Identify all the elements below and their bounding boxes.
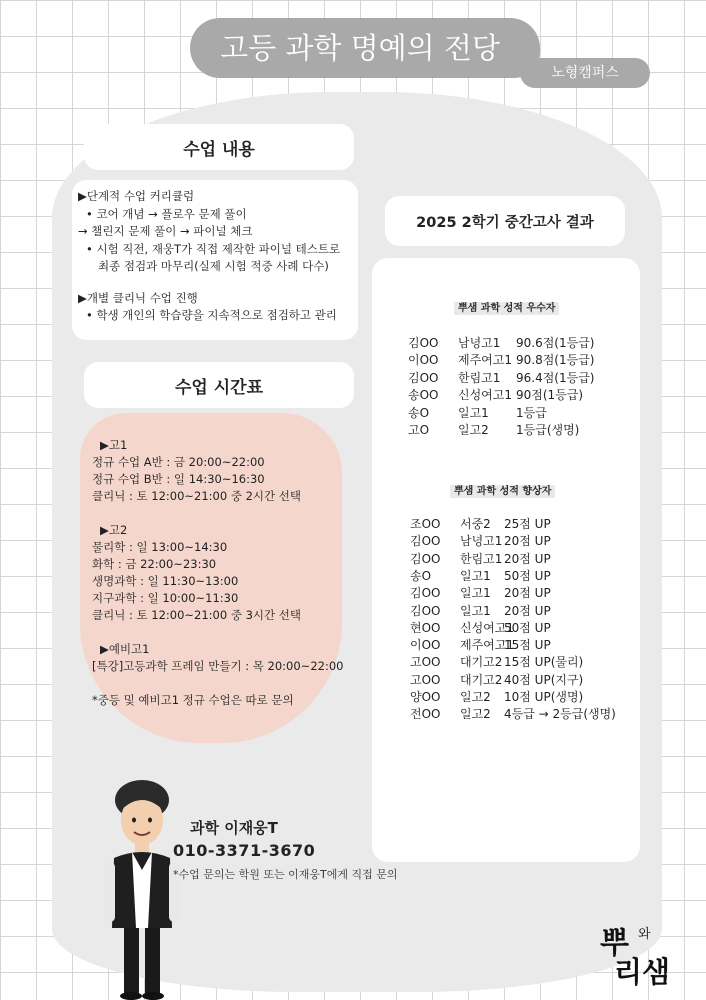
result-name: 고OO [410,672,441,687]
result-row [372,637,640,654]
result-row [372,568,640,585]
course-content-line: → 챌린지 문제 풀이 → 파이널 체크 [78,224,253,238]
result-name: 송O [408,405,430,420]
page-title: 고등 과학 명예의 전당 [220,31,500,65]
brand-logo [598,928,690,992]
result-name: 김OO [410,603,441,618]
result-row [372,551,640,568]
timetable-line: 정규 수업 B반 : 일 14:30~16:30 [92,472,265,486]
result-name: 이OO [410,638,441,653]
result-school: 신성여고1 [460,620,515,635]
result-name: 이OO [408,353,439,368]
top-scorers-title [454,296,559,315]
result-row [372,585,640,602]
result-name: 김OO [408,336,439,350]
logo-main-text: 뿌 [600,926,629,961]
course-content-line: • 코어 개념 → 플로우 문제 풀이 [86,206,247,221]
spacer [92,505,343,522]
result-row [372,352,640,369]
result-school: 일고2 [460,707,491,722]
timetable-group-label: ▶고1 [100,438,128,452]
result-result: 20점 UP [504,551,551,566]
result-row [372,387,640,404]
result-result: 90점(1등급) [516,388,584,403]
result-result: 20점 UP [504,586,551,601]
result-row [372,672,640,689]
result-row [372,706,640,723]
result-school: 신성여고1 [458,388,513,403]
course-content-line: 최종 점검과 마무리(실제 시험 적중 사례 다수) [98,259,329,273]
timetable-box [80,413,342,743]
result-school: 일고1 [458,405,489,420]
result-result: 1등급 [516,405,547,420]
result-name: 송OO [408,388,439,403]
result-row [372,533,640,550]
result-name: 전OO [410,707,441,722]
timetable-line: 물리학 : 일 13:00~14:30 [92,540,228,554]
result-result: 25점 UP [504,517,551,531]
result-result: 90.6점(1등급) [516,336,595,350]
result-name: 양OO [410,690,441,704]
result-result: 20점 UP [504,603,551,618]
results-heading: 2025 2학기 중간고사 결과 [385,196,625,246]
result-school: 일고2 [460,690,491,704]
timetable-line: 화학 : 금 22:00~23:30 [92,557,217,571]
result-name: 송O [410,568,432,583]
result-school: 한림고1 [458,370,501,385]
timetable-line: 클리닉 : 토 12:00~21:00 중 2시간 선택 [92,489,302,503]
result-name: 김OO [408,370,439,385]
result-school: 제주여고1 [458,353,513,368]
result-row [372,620,640,637]
result-result: 1등급(생명) [516,423,580,437]
timetable-line: 지구과학 : 일 10:00~11:30 [92,591,239,605]
result-name: 조OO [410,517,441,531]
result-row [372,370,640,387]
spacer [92,624,343,641]
course-content-line: • 학생 개인의 학습량을 지속적으로 점검하고 관리 [86,308,337,322]
result-result: 90.8점(1등급) [516,353,595,368]
spacer [92,675,343,692]
result-name: 고O [408,423,430,437]
improvers-label: 뿌샘 과학 성적 향상자 [450,485,555,498]
result-school: 제주여고1 [460,638,515,653]
result-row [372,654,640,671]
course-content-line: ▶단계적 수업 커리큘럼 [78,189,195,203]
result-row [372,603,640,620]
result-school: 남녕고1 [458,336,501,350]
result-name: 현OO [410,620,441,635]
campus-label: 노형캠퍼스 [551,65,619,81]
result-result: 50점 UP [504,568,551,583]
result-name: 김OO [410,551,441,566]
result-school: 남녕고1 [460,534,503,549]
result-result: 40점 UP(지구) [504,672,584,687]
timetable-line: 생명과학 : 일 11:30~13:00 [92,574,239,588]
timetable-group-label: ▶예비고1 [100,642,150,656]
result-school: 일고2 [458,423,489,437]
result-school: 대기고2 [460,672,503,687]
timetable-line: *중등 및 예비고1 정규 수업은 따로 문의 [92,693,294,707]
result-result: 4등급 → 2등급(생명) [504,707,616,722]
course-content-box [72,180,358,340]
teacher-illustration [102,778,180,1000]
contact-note: *수업 문의는 학원 또는 이재웅T에게 직접 문의 [173,868,398,881]
result-name: 김OO [410,586,441,601]
result-result: 96.4점(1등급) [516,370,595,385]
course-content-line: ▶개별 클리닉 수업 진행 [78,290,198,305]
timetable-line: [특강]고등과학 프레임 만들기 : 목 20:00~22:00 [92,659,344,673]
teacher-name: 과학 이재웅T [190,819,278,837]
course-content-line: • 시험 직전, 재웅T가 직접 제작한 파이널 테스트로 [86,241,341,256]
logo-small-text: 와 [638,927,651,942]
result-result: 15점 UP [504,638,551,653]
top-scorers-label: 뿌샘 과학 성적 우수자 [454,302,559,315]
timetable-line: 클리닉 : 토 12:00~21:00 중 3시간 선택 [92,608,302,622]
result-row [372,405,640,422]
result-school: 일고1 [460,586,491,601]
result-school: 한림고1 [460,551,503,566]
improvers-title [450,479,555,498]
result-row [372,689,640,706]
timetable-group-label: ▶고2 [100,523,128,537]
result-name: 김OO [410,534,441,549]
result-row [372,335,640,352]
result-row [372,516,640,533]
result-school: 일고1 [460,568,491,583]
result-result: 10점 UP(생명) [504,690,584,704]
phone-number[interactable]: 010-3371-3670 [173,841,316,860]
course-content-heading: 수업 내용 [84,124,354,170]
result-result: 50점 UP [504,620,551,635]
timetable-line: 정규 수업 A반 : 금 20:00~22:00 [92,455,265,469]
spacer [78,276,340,290]
results-box [372,258,640,862]
result-school: 서중2 [460,517,491,531]
result-school: 대기고2 [460,655,503,670]
result-row [372,422,640,439]
result-name: 고OO [410,655,441,670]
result-result: 20점 UP [504,534,551,549]
logo-bottom-text: 리샘 [614,955,671,989]
timetable-heading: 수업 시간표 [84,362,354,408]
result-result: 15점 UP(물리) [504,655,584,670]
course-content-list [78,188,340,325]
result-school: 일고1 [460,603,491,618]
timetable-list [92,437,343,709]
